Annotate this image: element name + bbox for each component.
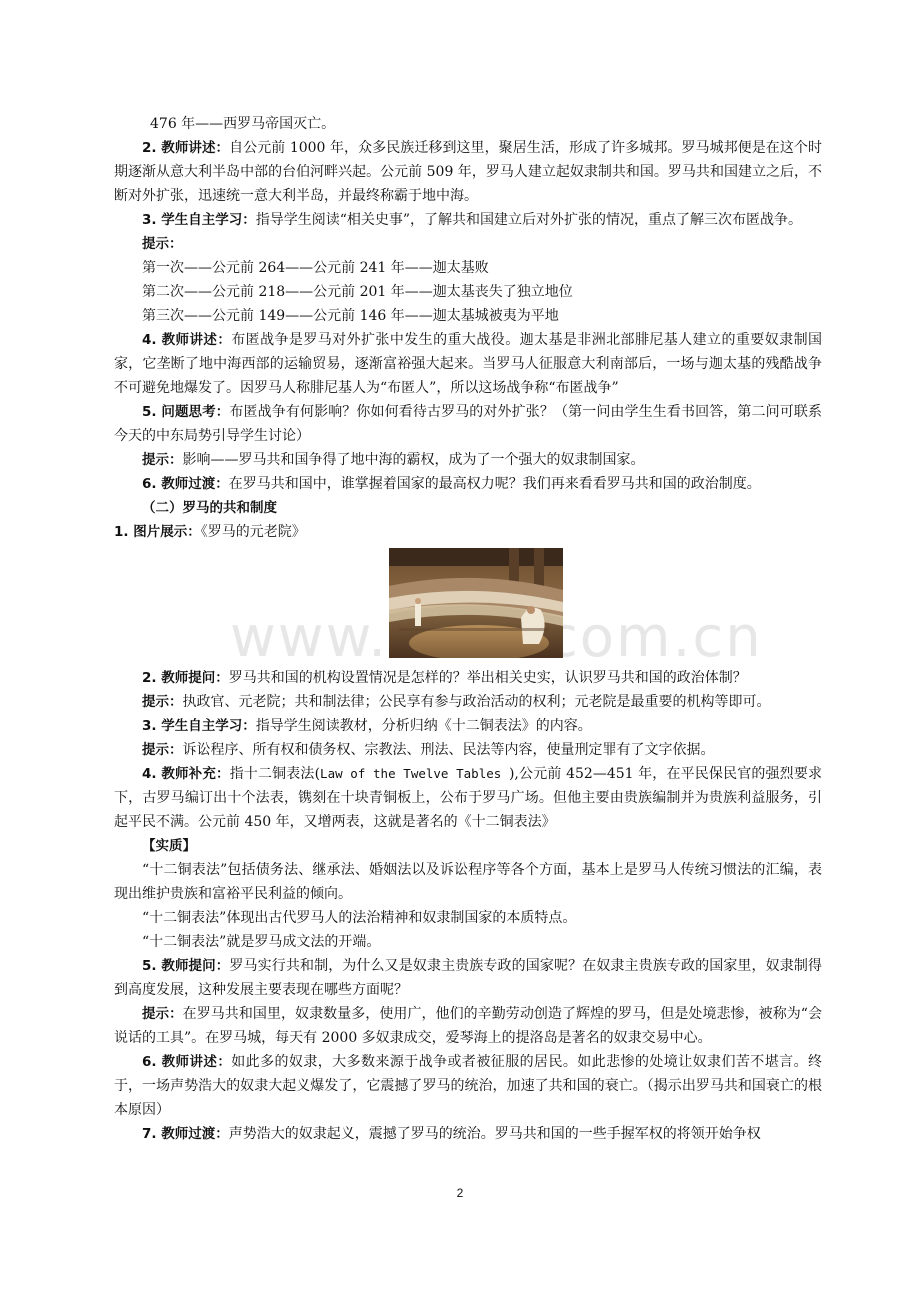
item-label: 提示： <box>142 694 183 710</box>
punic-war-1: 第一次——公元前 264——公元前 241 年——迦太基败 <box>142 260 489 276</box>
page-number: 2 <box>456 1186 464 1200</box>
item-label: 3. 学生自主学习： <box>142 212 256 228</box>
hint-slavery: 提示：在罗马共和国里，奴隶数量多，使用广，他们的辛勤劳动创造了辉煌的罗马，但是处境悲惨，被称为“会说话的工具”。在罗马城，每天有 2000 多奴隶成交，爱琴海上的提洛岛是著名的奴隶交易中心。 <box>114 1006 823 1046</box>
roman-senate-painting-svg <box>389 548 563 658</box>
section-heading: （二）罗马的共和制度 <box>142 500 277 516</box>
item-label: 5. 问题思考： <box>142 404 230 420</box>
paragraph-picture-show: 1. 图片展示：《罗马的元老院》 <box>114 524 306 540</box>
paragraph-teacher-narration-2: 2. 教师讲述：自公元前 1000 年，众多民族迁移到这里，聚居生活，形成了许多城邦。罗马城邦便是在这个时期逐渐从意大利半岛中部的台伯河畔兴起。公元前 509 年，罗马人建立起奴隶制共和国。罗马共和国建立之后，不断对外扩张，迅速统一意大利半岛，并最终称霸于地中海。 <box>114 140 822 204</box>
figure-container <box>114 548 822 664</box>
paragraph-student-study-3: 3. 学生自主学习：指导学生阅读“相关史事”，了解共和国建立后对外扩张的情况，重点了解三次布匿战争。 <box>142 212 803 228</box>
item-label: 2. 教师讲述： <box>142 140 230 156</box>
paragraph-transition-6: 6. 教师过渡：在罗马共和国中，谁掌握着国家的最高权力呢？我们再来看看罗马共和国的政治制度。 <box>142 476 761 492</box>
paragraph-teacher-narration-6: 6. 教师讲述：如此多的奴隶，大多数来源于战争或者被征服的居民。如此悲惨的处境让奴隶们苦不堪言。终于，一场声势浩大的奴隶大起义爆发了，它震撼了罗马的统治，加速了共和国的衰亡。（揭示出罗马共和国衰亡的根本原因） <box>114 1054 822 1118</box>
paragraph-question-5: 5. 问题思考：布匿战争有何影响？你如何看待古罗马的对外扩张？（第一问由学生生看书回答，第二问可联系今天的中东局势引导学生讨论） <box>114 404 822 444</box>
roman-senate-painting <box>389 548 563 658</box>
hint-influence: 提示：影响——罗马共和国争得了地中海的霸权，成为了一个强大的奴隶制国家。 <box>142 452 645 468</box>
essence-heading: 【实质】 <box>142 838 196 854</box>
item-label: 4. 教师补充： <box>142 766 230 782</box>
essence-line-2: “十二铜表法”体现出古代罗马人的法治精神和奴隶制国家的本质特点。 <box>142 910 577 926</box>
paragraph-transition-7: 7. 教师过渡：声势浩大的奴隶起义，震撼了罗马的统治。罗马共和国的一些手握军权的将领开始争权 <box>142 1126 761 1142</box>
item-label: 提示： <box>142 452 183 468</box>
punic-war-2: 第二次——公元前 218——公元前 201 年——迦太基丧失了独立地位 <box>142 284 573 300</box>
item-label: 提示： <box>142 742 183 758</box>
essence-line-3: “十二铜表法”就是罗马成文法的开端。 <box>142 934 381 950</box>
item-label: 3. 学生自主学习： <box>142 718 256 734</box>
item-label: 提示： <box>142 1006 183 1022</box>
item-label: 7. 教师过渡： <box>142 1126 229 1142</box>
hint-twelve-tables: 提示：诉讼程序、所有权和债务权、宗教法、刑法、民法等内容，使量刑定罪有了文字依据。 <box>142 742 715 758</box>
item-label: 6. 教师过渡： <box>142 476 229 492</box>
page-content <box>114 112 822 1146</box>
paragraph-teacher-question-5: 5. 教师提问：罗马实行共和制，为什么又是奴隶主贵族专政的国家呢？在奴隶主贵族专政的国家里，奴隶制得到高度发展，这种发展主要表现在哪些方面呢？ <box>114 958 822 998</box>
item-label: 1. 图片展示： <box>114 524 201 540</box>
item-label: 2. 教师提问： <box>142 670 229 686</box>
paragraph-teacher-question-2: 2. 教师提问：罗马共和国的机构设置情况是怎样的？举出相关史实，认识罗马共和国的政治体制？ <box>142 670 747 686</box>
item-label: 4. 教师讲述： <box>142 332 232 348</box>
item-label: 5. 教师提问： <box>142 958 230 974</box>
paragraph-teacher-narration-4: 4. 教师讲述：布匿战争是罗马对外扩张中发生的重大战役。迦太基是非洲北部腓尼基人建立的重要奴隶制国家，它垄断了地中海西部的运输贸易，逐渐富裕强大起来。当罗马人征服意大利南部后，一场与迦太基的残酷战争不可避免地爆发了。因罗马人称腓尼基人为“布匿人”，所以这场战争称“布匿战争” <box>114 332 822 396</box>
essence-line-1: “十二铜表法”包括债务法、继承法、婚姻法以及诉讼程序等各个方面，基本上是罗马人传统习惯法的汇编，表现出维护贵族和富裕平民利益的倾向。 <box>114 862 822 902</box>
punic-war-3: 第三次——公元前 149——公元前 146 年——迦太基城被夷为平地 <box>142 308 559 324</box>
paragraph-teacher-supplement-4: 4. 教师补充：指十二铜表法(Law of the Twelve Tables ),公元前 452—451 年，在平民保民官的强烈要求下，古罗马编订出十个法表，镌刻在十块青铜板上，公布于罗马广场。但他主要由贵族编制并为贵族利益服务，引起平民不满。公元前 450 年，又增两表，这就是著名的《十二铜表法》 <box>114 766 822 830</box>
line-476: 476 年——西罗马帝国灭亡。 <box>150 116 336 132</box>
hint-heading: 提示： <box>142 236 183 252</box>
hint-institutions: 提示：执政官、元老院；共和制法律；公民享有参与政治活动的权利；元老院是最重要的机构等即可。 <box>142 694 771 710</box>
paragraph-student-study-3b: 3. 学生自主学习：指导学生阅读教材，分析归纳《十二铜表法》的内容。 <box>142 718 592 734</box>
item-label: 6. 教师讲述： <box>142 1054 232 1070</box>
